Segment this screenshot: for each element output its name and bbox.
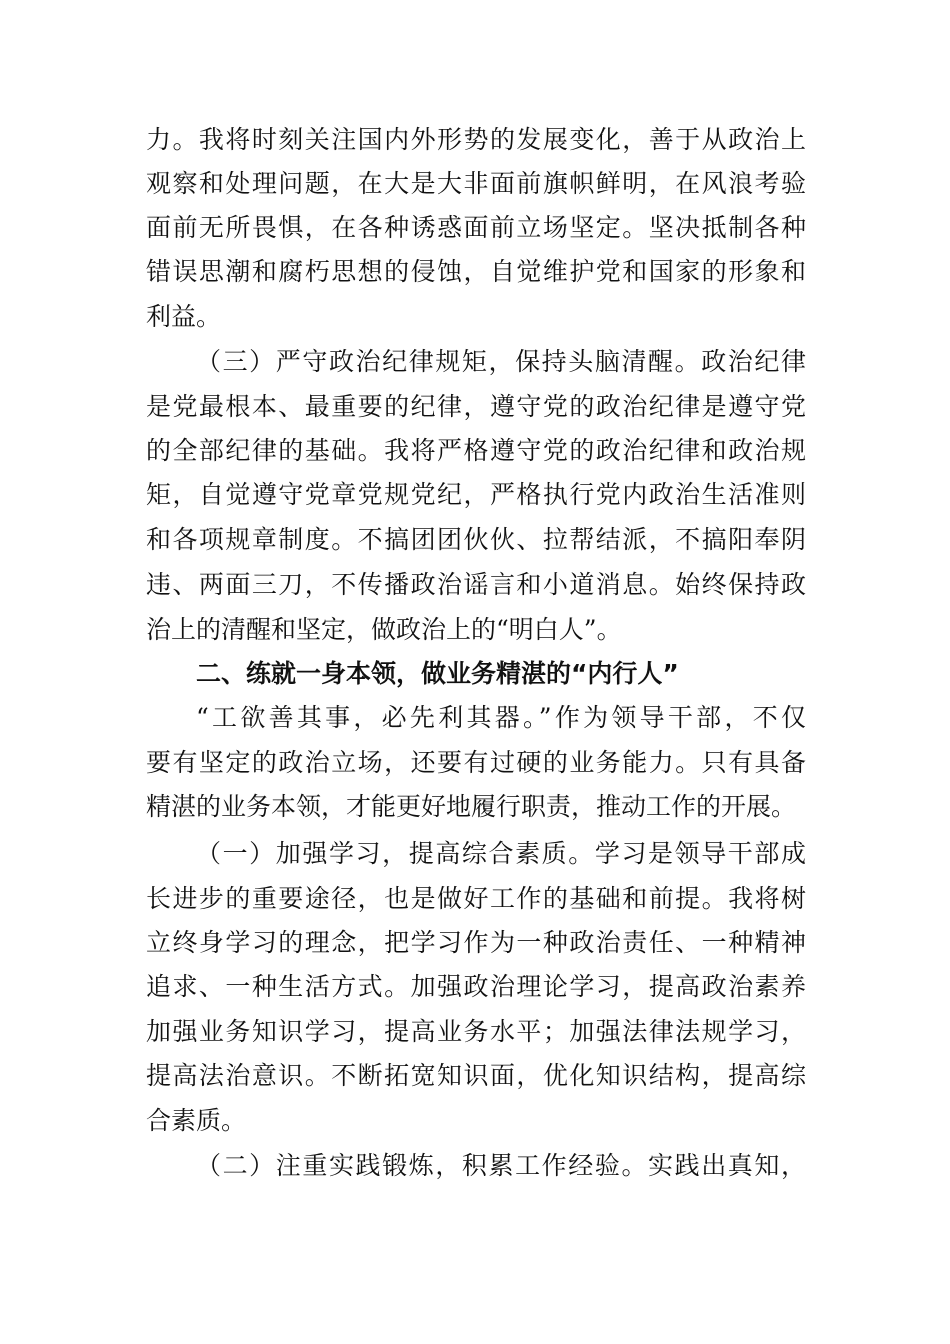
text-line: 治上的清醒和坚定，做政治上的“明白人”。	[146, 615, 622, 644]
text-line: 和各项规章制度。不搞团团伙伙、拉帮结派，不搞阳奉阴	[146, 525, 806, 554]
text-line: 长进步的重要途径，也是做好工作的基础和前提。我将树	[146, 884, 806, 913]
text-line: 面前无所畏惧，在各种诱惑面前立场坚定。坚决抵制各种	[146, 213, 806, 242]
text-line: 精湛的业务本领，才能更好地履行职责，推动工作的开展。	[146, 792, 797, 821]
text-line: 矩，自觉遵守党章党规党纪，严格执行党内政治生活准则	[146, 480, 806, 509]
text-line: 提高法治意识。不断拓宽知识面，优化知识结构，提高综	[146, 1061, 806, 1090]
text-line: “工欲善其事，必先利其器。”作为领导干部，不仅	[196, 703, 806, 732]
text-line: （二）注重实践锻炼，积累工作经验。实践出真知，	[196, 1151, 806, 1180]
text-line: 立终身学习的理念，把学习作为一种政治责任、一种精神	[146, 928, 806, 957]
text-line: （一）加强学习，提高综合素质。学习是领导干部成	[196, 839, 806, 868]
text-line: 是党最根本、最重要的纪律，遵守党的政治纪律是遵守党	[146, 392, 806, 421]
text-line: 错误思潮和腐朽思想的侵蚀，自觉维护党和国家的形象和	[146, 257, 806, 286]
text-line: （三）严守政治纪律规矩，保持头脑清醒。政治纪律	[196, 347, 806, 376]
text-line: 合素质。	[146, 1106, 247, 1135]
text-line: 要有坚定的政治立场，还要有过硬的业务能力。只有具备	[146, 748, 806, 777]
text-line: 力。我将时刻关注国内外形势的发展变化，善于从政治上	[146, 125, 806, 154]
text-line: 违、两面三刀，不传播政治谣言和小道消息。始终保持政	[146, 570, 806, 599]
text-line: 追求、一种生活方式。加强政治理论学习，提高政治素养	[146, 972, 806, 1001]
text-line: 利益。	[146, 302, 222, 331]
text-line: 的全部纪律的基础。我将严格遵守党的政治纪律和政治规	[146, 436, 806, 465]
text-line: 观察和处理问题，在大是大非面前旗帜鲜明，在风浪考验	[146, 169, 806, 198]
text-line: 加强业务知识学习，提高业务水平；加强法律法规学习，	[146, 1017, 806, 1046]
section-heading: 二、练就一身本领，做业务精湛的“内行人”	[196, 659, 679, 688]
